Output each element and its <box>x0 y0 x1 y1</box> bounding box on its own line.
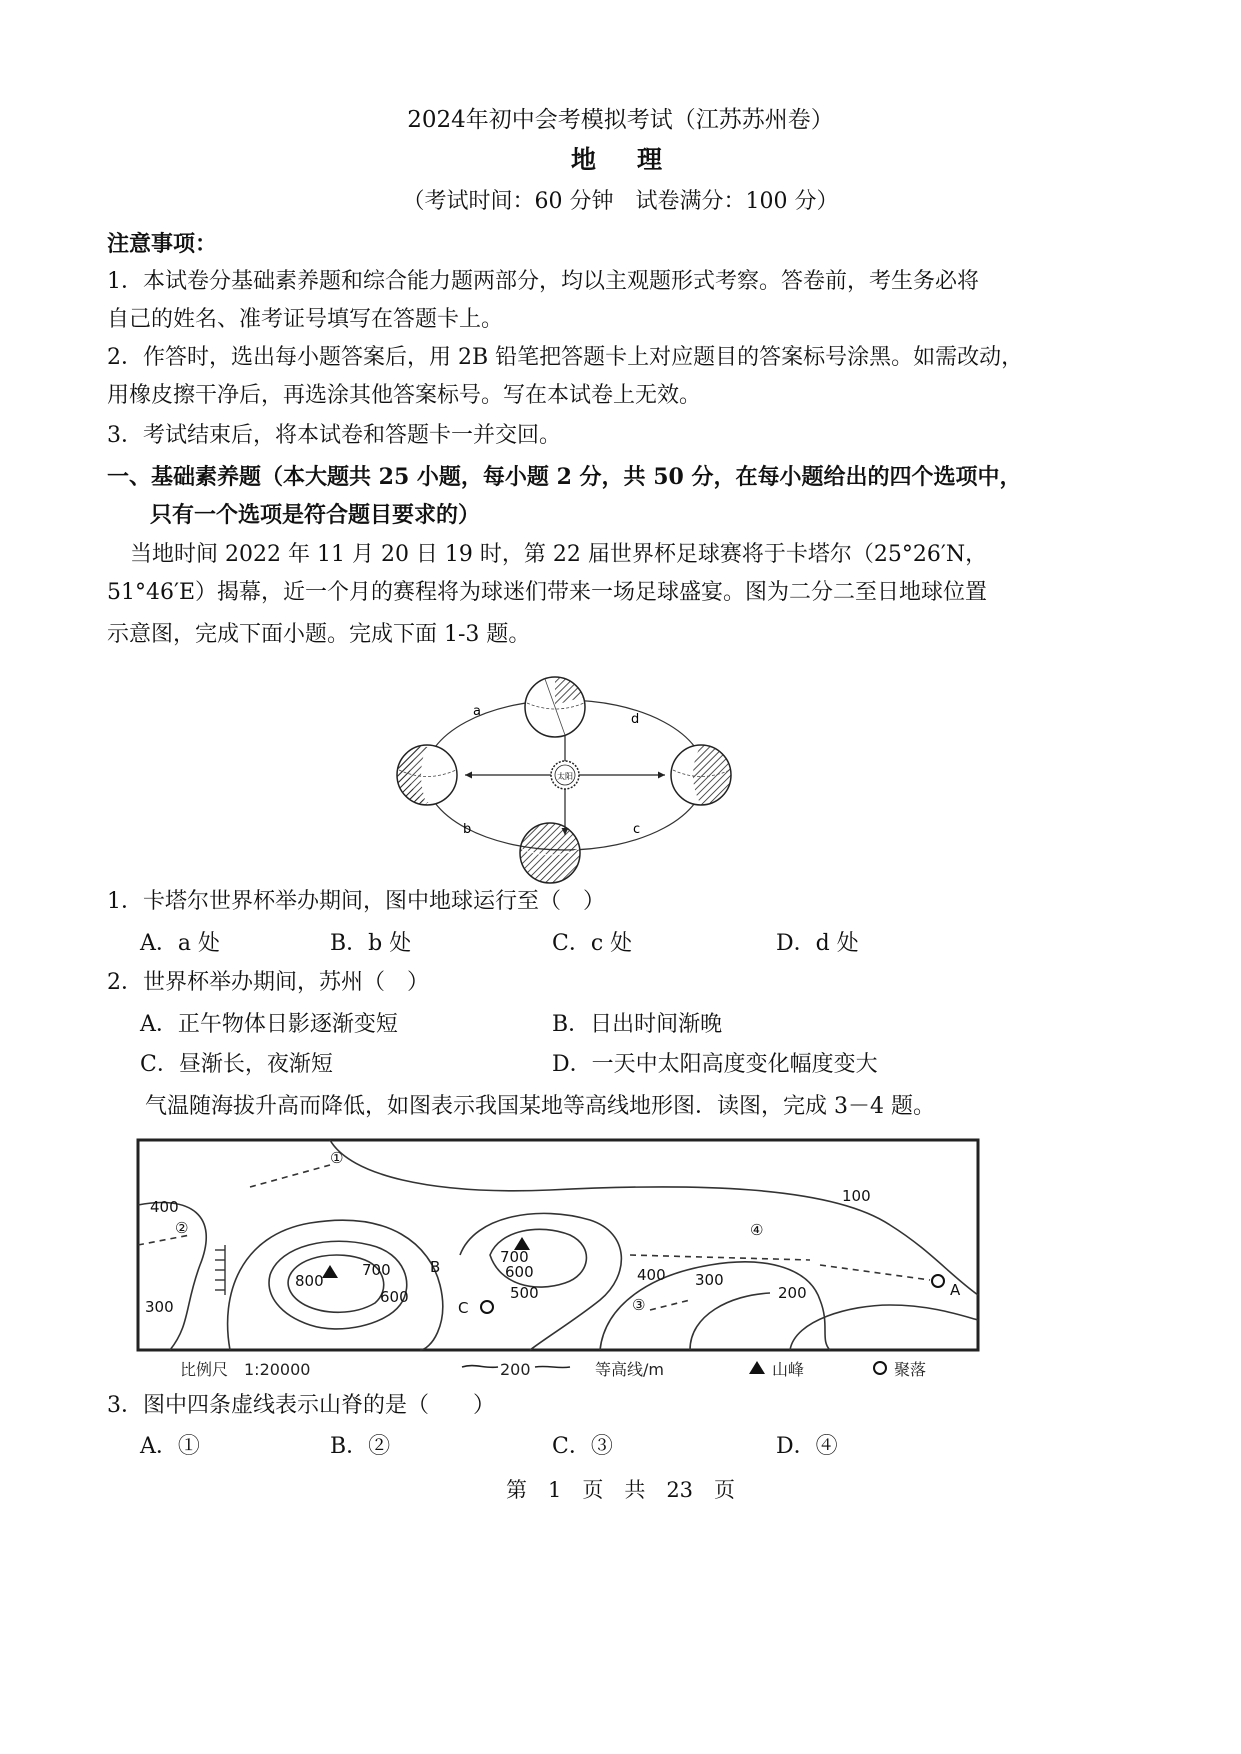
contour-label-200: 200 <box>778 1284 807 1302</box>
legend-peak-icon <box>749 1361 765 1374</box>
passage1-line-2: 51°46′E）揭幕，近一个月的赛程将为球迷们带来一场足球盛宴。图为二分二至日地球位置 <box>107 580 988 605</box>
q1-stem: 1．卡塔尔世界杯举办期间，图中地球运行至（ ） <box>107 889 605 914</box>
passage2: 气温随海拔升高而降低，如图表示我国某地等高线地形图．读图，完成 3－4 题。 <box>145 1094 935 1119</box>
q1-option-b[interactable]: B．b 处 <box>330 931 412 956</box>
legend-contour-text: 等高线/m <box>595 1360 664 1379</box>
q3-option-c[interactable]: C．③ <box>552 1434 613 1459</box>
settlement-icon-c <box>481 1301 493 1313</box>
marker-4: ④ <box>750 1221 764 1239</box>
legend-contour-sample: 200 <box>500 1360 531 1379</box>
legend-scale: 比例尺 1:20000 <box>180 1360 311 1379</box>
page-footer: 第 1 页 共 23 页 <box>505 1478 736 1502</box>
point-label-b: B <box>430 1258 441 1276</box>
section1-heading-cont: 只有一个选项是符合题目要求的） <box>150 502 481 528</box>
legend-settlement-text: 聚落 <box>894 1360 927 1379</box>
note-line-4: 用橡皮擦干净后，再选涂其他答案标号。写在本试卷上无效。 <box>107 383 702 408</box>
note-line-2: 自己的姓名、准考证号填写在答题卡上。 <box>107 307 504 332</box>
arc-label-c: c <box>633 822 641 837</box>
earth-bottom-icon <box>520 823 580 883</box>
contour-label-300-left: 300 <box>145 1298 174 1316</box>
point-label-c: C <box>458 1299 469 1317</box>
svg-text:太阳: 太阳 <box>557 772 573 781</box>
q3-option-a[interactable]: A．① <box>140 1434 200 1459</box>
earth-left-icon <box>397 745 457 805</box>
contour-label-400: 400 <box>150 1198 179 1216</box>
note-line-5: 3．考试结束后，将本试卷和答题卡一并交回。 <box>107 423 561 448</box>
q1-option-d[interactable]: D．d 处 <box>776 931 859 956</box>
note-line-3: 2．作答时，选出每小题答案后，用 2B 铅笔把答题卡上对应题目的答案标号涂黑。如需改动， <box>107 345 1024 370</box>
arc-label-a: a <box>473 704 481 719</box>
q2-option-d[interactable]: D．一天中太阳高度变化幅度变大 <box>552 1052 878 1077</box>
exam-title: 2024年初中会考模拟考试（江苏苏州卷） <box>407 107 834 133</box>
note-line-1: 1．本试卷分基础素养题和综合能力题两部分，均以主观题形式考察。答卷前，考生务必将 <box>107 269 980 294</box>
q1-option-c[interactable]: C．c 处 <box>552 931 633 956</box>
contour-label-700-center: 700 <box>500 1248 529 1266</box>
q3-stem: 3．图中四条虚线表示山脊的是（ ） <box>107 1393 495 1418</box>
arc-label-d: d <box>631 712 640 727</box>
passage1-line-3: 示意图，完成下面小题。完成下面 1-3 题。 <box>107 622 531 647</box>
contour-label-100: 100 <box>842 1187 871 1205</box>
contour-label-800: 800 <box>295 1272 324 1290</box>
contour-label-500: 500 <box>510 1284 539 1302</box>
marker-2: ② <box>175 1219 189 1237</box>
earth-right-icon <box>671 745 731 805</box>
q2-option-c[interactable]: C．昼渐长，夜渐短 <box>140 1052 333 1077</box>
marker-1: ① <box>330 1149 344 1167</box>
settlement-icon-a <box>932 1275 944 1287</box>
q2-stem: 2．世界杯举办期间，苏州（ ） <box>107 970 429 995</box>
q3-option-d[interactable]: D．④ <box>776 1434 838 1459</box>
contour-map <box>130 1135 990 1385</box>
q2-option-a[interactable]: A．正午物体日影逐渐变短 <box>140 1012 398 1037</box>
exam-time-info: （考试时间：60 分钟 试卷满分：100 分） <box>402 189 839 214</box>
point-label-a: A <box>950 1281 961 1299</box>
contour-label-600-left: 600 <box>380 1288 409 1306</box>
subject-title: 地 理 <box>570 145 670 174</box>
contour-label-700-left: 700 <box>362 1261 391 1279</box>
q2-option-b[interactable]: B．日出时间渐晚 <box>552 1012 723 1037</box>
q1-option-a[interactable]: A．a 处 <box>140 931 220 956</box>
section1-heading: 一、基础素养题（本大题共 25 小题，每小题 2 分，共 50 分，在每小题给出的四个选项中， <box>107 464 1022 490</box>
earth-top-icon <box>525 677 585 737</box>
earth-orbit-diagram <box>395 665 735 885</box>
arc-label-b: b <box>463 822 472 837</box>
contour-label-400-right: 400 <box>637 1266 666 1284</box>
passage1-line-1: 当地时间 2022 年 11 月 20 日 19 时，第 22 届世界杯足球赛将于卡塔尔（25°26′N， <box>130 542 988 567</box>
contour-label-600-center: 600 <box>505 1263 534 1281</box>
marker-3: ③ <box>632 1296 646 1314</box>
legend-settlement-icon <box>874 1362 886 1374</box>
notes-heading: 注意事项： <box>107 231 218 257</box>
legend-peak-text: 山峰 <box>772 1360 805 1379</box>
q3-option-b[interactable]: B．② <box>330 1434 391 1459</box>
contour-label-300-right: 300 <box>695 1271 724 1289</box>
sun-icon <box>551 761 579 789</box>
